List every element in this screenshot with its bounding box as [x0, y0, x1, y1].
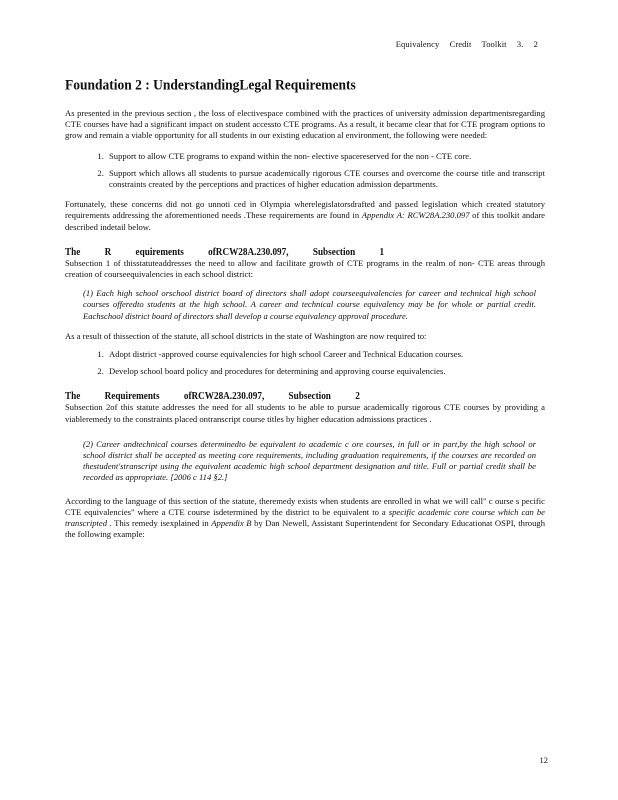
subsection-2-heading: The Requirements ofRCW28A.230.097, Subsection 2: [65, 390, 360, 402]
legislation-text: Fortunately, these concerns did not go unnoti ced in Olympia wherelegislatorsdrafted and passed legislation which created statutory requirements addressing the aforementioned needs .These requirements are found in: [65, 199, 545, 221]
page-title: Foundation 2 : UnderstandingLegal Requirements: [65, 76, 356, 93]
result-paragraph: As a result of thissection of the statute, all school districts in the state of Washington are now required to:: [65, 330, 427, 341]
remedy-text-mid: . This remedy isexplained in: [107, 518, 212, 529]
appendix-b-reference: Appendix B: [211, 518, 252, 529]
remedy-paragraph: [65, 496, 545, 541]
body-content: [65, 108, 545, 549]
list-item: 2. Develop school board policy and procedures for determining and approving course equivalencies.: [106, 366, 545, 377]
subsection-2-paragraph: Subsection 2of this statute addresses the need for all students to be able to pursue academically rigorous CTE courses by providing a viableremedy to the constraints placed ontranscript course titles by higher education admissions practices .: [65, 402, 545, 424]
running-header: Equivalency Credit Toolkit 3. 2: [395, 39, 538, 49]
list-item: 1. Support to allow CTE programs to expand within the non- elective spacereserved for the non - CTE core.: [106, 151, 545, 162]
requirements-list: [65, 349, 545, 377]
page-number: 12: [539, 755, 548, 765]
remedy-italic-text: specific academic core course which can be transcripted: [65, 506, 545, 529]
statute-quote-1: (1) Each high school orschool district board of directors shall adopt courseequivalencies for career and technical high school courses offeredto students at the high school. A career and technical course equivalency may be for whole or partial credit. Eachschool district board of directors shall develop a course equivalency approval procedure.: [83, 288, 536, 321]
legislation-paragraph: [65, 199, 545, 233]
needs-list: [65, 151, 545, 191]
statute-quote-2: (2) Career andtechnical courses determinedto be equivalent to academic c ore courses, in full or in part,by the high school or school district shall be accepted as meeting core requirements, including graduation requirements, if the courses are recorded on thestudent'stranscript using the equivalent academic high school department designation and title. Full or partial credit shall be recorded as appropriate. [2006 c 114 §2.]: [83, 438, 536, 483]
list-item: 1. Adopt district -approved course equivalencies for high school Career and Technical Education courses.: [106, 349, 545, 360]
appendix-a-reference: Appendix A: RCW28A.230.097: [361, 210, 470, 221]
list-item: 2. Support which allows all students to pursue academically rigorous CTE courses and overcome the course title and transcript constraints created by the perceptions and practices of higher education admission departments.: [106, 168, 545, 190]
subsection-1-heading: The R equirements ofRCW28A.230.097, Subsection 1: [65, 245, 385, 257]
remedy-text: According to the language of this section of the statute, theremedy exists when students are enrolled in what we will call" c ourse s pecific CTE equivalencies" where a CTE course isdetermined by the district to be equivalent to a: [65, 495, 545, 517]
subsection-1-paragraph: Subsection 1 of thisstatuteaddresses the need to allow and facilitate growth of CTE programs in the realm of non- CTE areas through creation of courseequivalencies in each school district:: [65, 257, 545, 280]
legislation-text-end: of this toolkit andare described indetail below.: [65, 210, 545, 232]
remedy-text-end: by Dan Newell, Assistant Superintendent for Secondary Educationat OSPI, through the following example:: [65, 518, 545, 540]
intro-paragraph: As presented in the previous section , the loss of electivespace combined with the practices of university admission departmentsregarding CTE courses have had a significant impact on student accessto CTE programs. As a result, it became clear that for CTE program options to grow and remain a viable opportunity for all students in our existing education al environment, the following were needed:: [65, 108, 545, 141]
